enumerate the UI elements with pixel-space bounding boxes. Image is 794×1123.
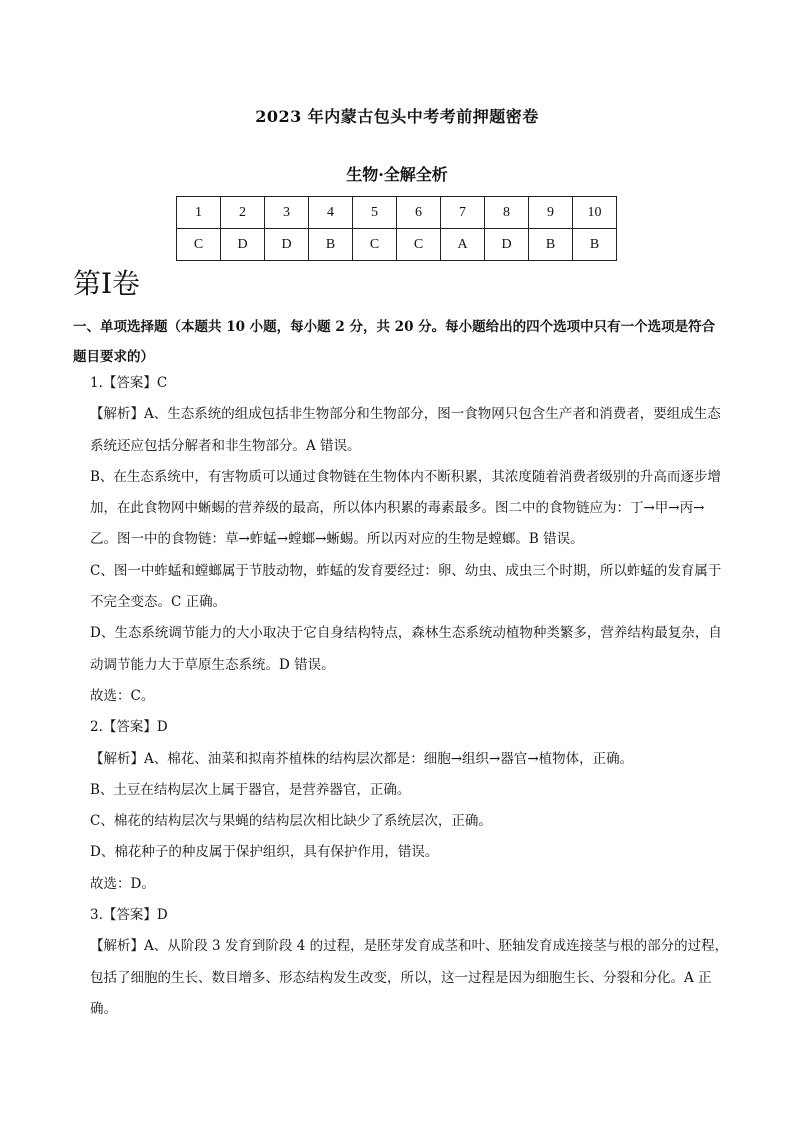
page-subtitle: 生物·全解全析 — [346, 165, 448, 184]
answer-cell: C — [397, 229, 441, 261]
answer-cell: C — [177, 229, 221, 261]
answer-line: 1.【答案】C — [90, 375, 168, 391]
answer-cell: D — [221, 229, 265, 261]
question-number-cell: 3 — [265, 197, 309, 229]
question-number-cell: 9 — [529, 197, 573, 229]
question-number-cell: 2 — [221, 197, 265, 229]
analysis-paragraph: D、生态系统调节能力的大小取决于它自身结构特点，森林生态系统动植物种类繁多，营养结构最复杂，自动调节能力大于草原生态系统。D 错误。 — [90, 625, 722, 673]
answer-line: 3.【答案】D — [90, 907, 168, 924]
answer-cell: D — [485, 229, 529, 261]
analysis-paragraph: 故选：D。 — [90, 875, 155, 892]
answer-cell: B — [309, 229, 353, 261]
solutions-body — [90, 368, 730, 1025]
question-number-cell: 6 — [397, 197, 441, 229]
answer-cell: D — [265, 229, 309, 261]
answer-table-answer-row — [177, 229, 617, 261]
answer-cell: B — [529, 229, 573, 261]
section-heading: 一、单项选择题（本题共 10 小题，每小题 2 分，共 20 分。每小题给出的四个选项中只有一个选项是符合题目要求的） — [73, 319, 716, 365]
question-number-cell: 5 — [353, 197, 397, 229]
volume-heading: 第Ⅰ卷 — [73, 269, 141, 300]
analysis-paragraph: 故选：C。 — [90, 687, 155, 704]
question-number-cell: 8 — [485, 197, 529, 229]
analysis-paragraph: C、棉花的结构层次与果蝇的结构层次相比缺少了系统层次，正确。 — [90, 813, 492, 830]
answer-line: 2.【答案】D — [90, 719, 168, 736]
question-number-cell: 1 — [177, 197, 221, 229]
answer-cell: A — [441, 229, 485, 261]
analysis-paragraph: 【解析】A、从阶段 3 发育到阶段 4 的过程，是胚芽发育成茎和叶、胚轴发育成连接茎与根的部分的过程，包括了细胞的生长、数目增多、形态结构发生改变，所以，这一过程是因为细胞生长、分裂和分化。A 正确。 — [90, 938, 729, 1017]
answer-cell: B — [573, 229, 617, 261]
answer-table-number-row — [177, 197, 617, 229]
analysis-paragraph: 【解析】A、生态系统的组成包括非生物部分和生物部分，图一食物网只包含生产者和消费者，要组成生态系统还应包括分解者和非生物部分。A 错误。 — [90, 406, 721, 454]
question-number-cell: 7 — [441, 197, 485, 229]
answer-cell: C — [353, 229, 397, 261]
question-number-cell: 10 — [573, 197, 617, 229]
answer-table — [176, 196, 617, 261]
analysis-paragraph: B、土豆在结构层次上属于器官，是营养器官，正确。 — [90, 781, 411, 798]
analysis-paragraph: D、棉花种子的种皮属于保护组织，具有保护作用，错误。 — [90, 844, 439, 861]
page-title: 2023 年内蒙古包头中考考前押题密卷 — [255, 107, 539, 126]
analysis-paragraph: B、在生态系统中，有害物质可以通过食物链在生物体内不断积累，其浓度随着消费者级别的升高而逐步增加，在此食物网中蜥蜴的营养级的最高，所以体内积累的毒素最多。图二中的食物链应为：丁→甲→丙→乙。图一中的食物链：草→蚱蜢→螳螂→蜥蜴。所以丙对应的生物是螳螂。B 错误。 — [90, 468, 721, 548]
analysis-paragraph: 【解析】A、棉花、油菜和拟南芥植株的结构层次都是：细胞→组织→器官→植物体，正确。 — [90, 750, 634, 767]
question-number-cell: 4 — [309, 197, 353, 229]
analysis-paragraph: C、图一中蚱蜢和螳螂属于节肢动物，蚱蜢的发育要经过：卵、幼虫、成虫三个时期，所以蚱蜢的发育属于不完全变态。C 正确。 — [90, 562, 722, 611]
